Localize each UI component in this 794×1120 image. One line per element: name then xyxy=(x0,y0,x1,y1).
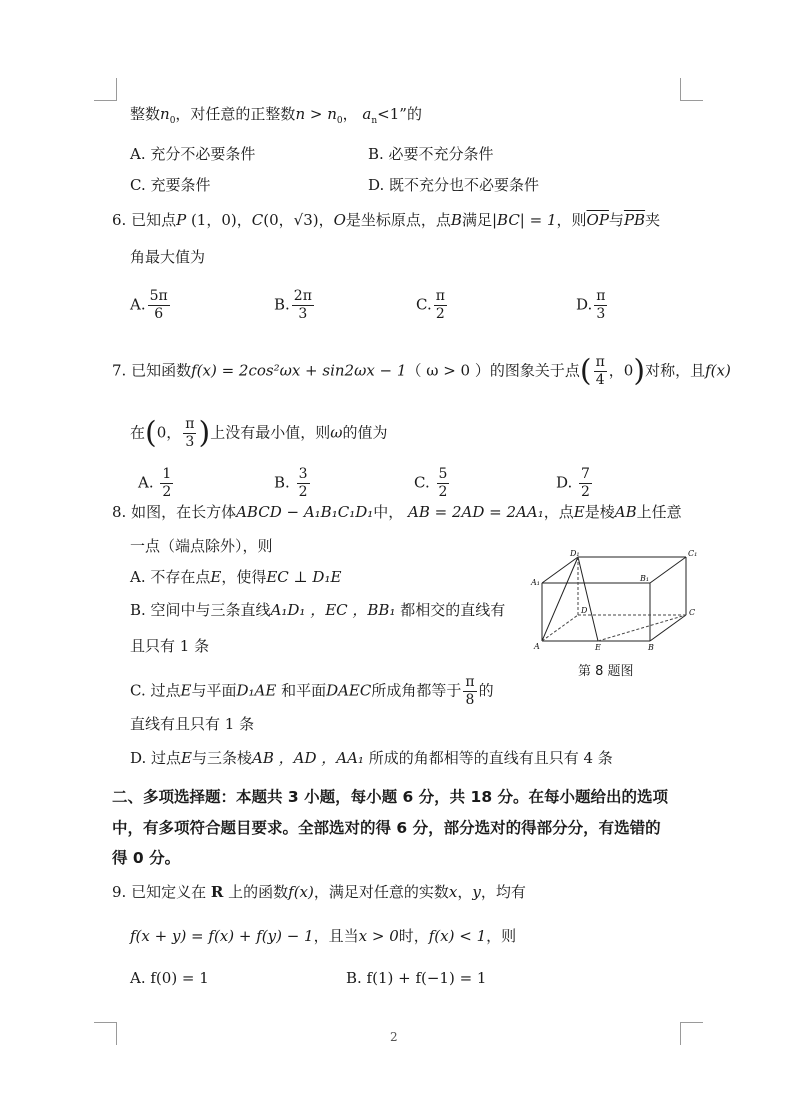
q6-option-c: C. $\frac{\pi}{2}$ xyxy=(416,288,445,322)
label-b: B xyxy=(648,643,654,652)
q8-option-b-cont: 且只有 1 条 xyxy=(130,637,210,655)
cuboid-figure xyxy=(528,544,698,674)
label-a1: A₁ xyxy=(531,578,540,587)
q8-stem-line2: 一点（端点除外），则 xyxy=(130,537,273,555)
q5-continuation: 整数$n_0$，对任意的正整数$n > n_0$， $a_n<1$”的 xyxy=(130,105,422,126)
edge-b1c1 xyxy=(650,557,686,583)
q8-option-d: D. 过点E与三条棱AB ，AD ，AA₁ 所成的角都相等的直线有且只有 4 条 xyxy=(130,749,613,767)
figure-caption: 第 8 题图 xyxy=(578,664,634,679)
q7-option-a: A. $\frac{1}{2}$ xyxy=(138,466,172,500)
section2-heading-line3: 得 0 分。 xyxy=(112,849,181,867)
q5-option-c: C. 充要条件 xyxy=(130,176,211,194)
q5-option-a: A. 充分不必要条件 xyxy=(130,145,256,163)
q6-option-a: A. $\frac{5\pi}{6}$ xyxy=(130,288,168,322)
page-number: 2 xyxy=(390,1030,398,1044)
label-d1: D₁ xyxy=(570,549,580,558)
q9-option-a: A. f(0) = 1 xyxy=(130,969,209,987)
label-c: C xyxy=(689,608,696,617)
q7-stem-line1: 7. 已知函数f(x) = 2cos²ωx + sin2ωx − 1（ ω > 0 ）的图象关于点( $\frac{\pi}{4}$ ，0)对称，且f(x) xyxy=(112,353,731,389)
q8-option-c-cont: 直线有且只有 1 条 xyxy=(130,715,255,733)
q7-stem-line2: 在(0， $\frac{\pi}{3}$ )上没有最小值，则ω的值为 xyxy=(130,415,388,451)
q6-stem-line2: 角最大值为 xyxy=(130,248,206,266)
q6-option-d: D. $\frac{\pi}{3}$ xyxy=(576,288,606,322)
section2-heading-line1: 二、多项选择题：本题共 3 小题，每小题 6 分，共 18 分。在每小题给出的选项 xyxy=(112,788,669,806)
crop-mark-top-left xyxy=(94,78,117,101)
section2-heading-line2: 中，有多项符合题目要求。全部选对的得 6 分，部分选对的得部分分，有选错的 xyxy=(112,819,661,837)
q6-option-b: B. $\frac{2\pi}{3}$ xyxy=(274,288,312,322)
label-e: E xyxy=(595,643,601,652)
q8-option-b: B. 空间中与三条直线A₁D₁ ，EC ，BB₁ 都相交的直线有 xyxy=(130,601,506,619)
q7-option-d: D. $\frac{7}{2}$ xyxy=(556,466,590,500)
q9-option-b: B. f(1) + f(−1) = 1 xyxy=(346,969,487,987)
q9-stem-line1: 9. 已知定义在 R 上的函数f(x)，满足对任意的实数x，y，均有 xyxy=(112,883,526,901)
crop-mark-top-right xyxy=(680,78,703,101)
edge-bc xyxy=(650,615,686,641)
label-a: A xyxy=(534,642,540,651)
segment-d1e xyxy=(578,557,598,641)
q9-stem-line2: f(x + y) = f(x) + f(y) − 1，且当x > 0时，f(x) < 1，则 xyxy=(130,927,517,945)
q8-stem-line1: 8. 如图，在长方体ABCD − A₁B₁C₁D₁中， AB = 2AD = 2AA₁，点E是棱AB上任意 xyxy=(112,503,682,521)
q5-option-b: B. 必要不充分条件 xyxy=(368,145,494,163)
label-c1: C₁ xyxy=(688,549,698,558)
crop-mark-bottom-right xyxy=(680,1022,703,1045)
q8-option-a: A. 不存在点E，使得EC ⊥ D₁E xyxy=(130,568,342,586)
segment-ec-hidden xyxy=(598,615,686,641)
q8-option-c: C. 过点E与平面D₁AE 和平面DAEC所成角都等于 $\frac{\pi}{8}$ 的 xyxy=(130,674,494,708)
q6-stem-line1: 6. 已知点P (1，0)，C(0，√3)，O是坐标原点，点B满足|BC| = 1，则$\overline{OP}$与$\overline{PB}$夹 xyxy=(112,211,661,229)
label-d: D xyxy=(581,606,588,615)
crop-mark-bottom-left xyxy=(94,1022,117,1045)
q5-option-d: D. 既不充分也不必要条件 xyxy=(368,176,540,194)
q7-option-c: C. $\frac{5}{2}$ xyxy=(414,466,448,500)
q7-option-b: B. $\frac{3}{2}$ xyxy=(274,466,308,500)
label-b1: B₁ xyxy=(640,574,650,583)
